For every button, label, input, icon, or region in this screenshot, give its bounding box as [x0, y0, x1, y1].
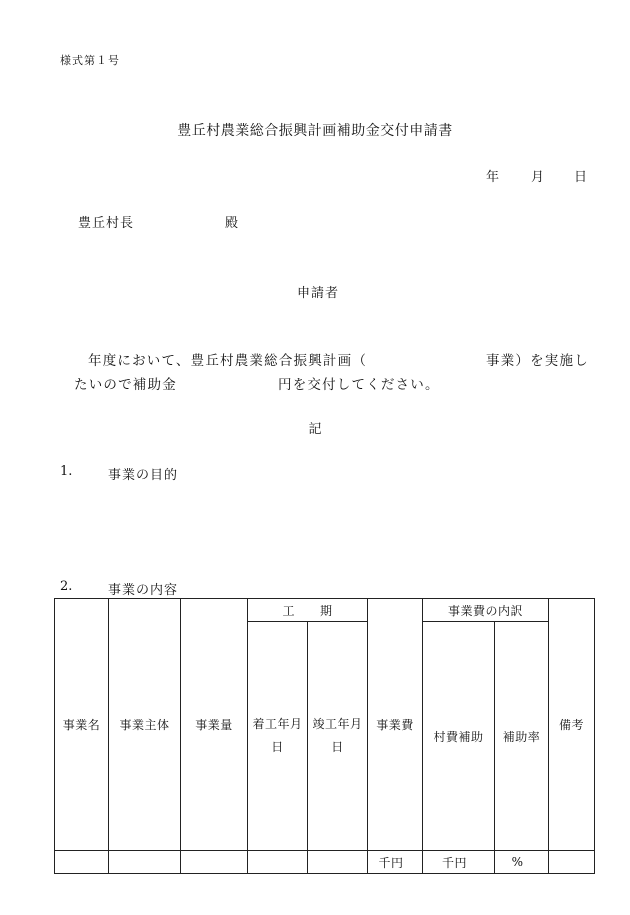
cell-subsidy-rate-unit[interactable]: % [495, 851, 549, 874]
header-subsidy-rate: 補助率 [495, 622, 549, 851]
request-text-line2-end: 円を交付してください。 [278, 377, 440, 393]
header-village-subsidy: 村費補助 [423, 622, 495, 851]
header-start-date: 着工年月日 [248, 622, 308, 851]
header-project-entity: 事業主体 [109, 599, 181, 851]
addressee-name: 豊丘村長 [78, 216, 135, 231]
cell-village-subsidy-unit[interactable]: 千円 [423, 851, 495, 874]
addressee-honorific: 殿 [225, 216, 239, 231]
section-number: 2. [60, 579, 73, 594]
cell-project-amount[interactable] [181, 851, 248, 874]
cell-project-cost-unit[interactable]: 千円 [368, 851, 423, 874]
date-year-label: 年 [486, 170, 500, 185]
header-project-amount: 事業量 [181, 599, 248, 851]
header-project-name: 事業名 [55, 599, 109, 851]
project-details-table [54, 598, 595, 874]
request-text-line1: 年度において、豊丘村農業総合振興計画（ [88, 353, 368, 369]
request-text-line2: たいので補助金 [74, 377, 177, 393]
section-title-content: 事業の内容 [108, 583, 179, 598]
request-text-line1-end: 事業）を実施し [486, 353, 589, 369]
cell-remarks[interactable] [549, 851, 595, 874]
header-remarks: 備考 [549, 599, 595, 851]
cell-end-date[interactable] [308, 851, 368, 874]
cell-start-date[interactable] [248, 851, 308, 874]
ki-heading: 記 [308, 422, 322, 437]
header-cost-breakdown: 事業費の内訳 [423, 599, 549, 622]
form-number: 様式第１号 [60, 54, 120, 67]
header-construction-period: 工 期 [248, 599, 368, 622]
date-day-label: 日 [574, 170, 588, 185]
date-month-label: 月 [531, 170, 545, 185]
section-number: 1. [60, 464, 73, 479]
cell-project-name[interactable] [55, 851, 109, 874]
cell-project-entity[interactable] [109, 851, 181, 874]
document-title: 豊丘村農業総合振興計画補助金交付申請書 [177, 123, 453, 139]
header-project-cost: 事業費 [368, 599, 423, 851]
section-title-purpose: 事業の目的 [108, 468, 179, 483]
header-end-date: 竣工年月日 [308, 622, 368, 851]
applicant-label: 申請者 [297, 286, 340, 301]
